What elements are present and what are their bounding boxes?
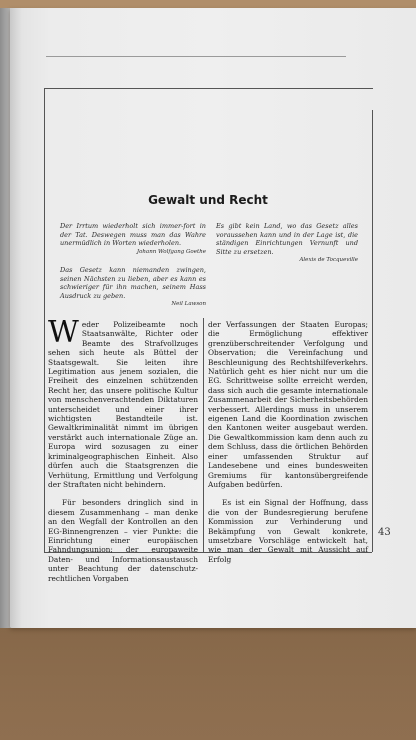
- drop-cap: W: [48, 315, 79, 350]
- paragraph: [48, 315, 198, 489]
- quote-text: Der Irrtum wiederholt sich immer-fort in der Tat. Deswegen muss man das Wahre unermüdlich in Worten wiederholen.: [60, 222, 206, 248]
- paragraph-text: eder Polizeibeamte noch Staatsanwälte, Richter oder Beamte des Strafvollzuges sehen sich heute als Büttel der Staatsgewalt. Sie leiten ihre Legitimation aus jenem sozialen, die Freiheit des einzelnen schützenden Recht her, das unsere politische Kultur von menschenverachtenden Diktaturen unterscheidet und einer ihrer wichtigsten Bestandteile ist. Gewaltkriminalität nimmt im übrigen verstärkt auch internationale Züge an. Europa wird sozusagen zu einer kriminalgeographischen Einheit. Also dürfen auch die Staatsgrenzen die Verhütung, Ermittlung und Verfolgung der Straftaten nicht behindern.: [48, 320, 198, 489]
- article-frame-right: [372, 110, 373, 552]
- quote-text: Das Gesetz kann niemanden zwingen, seinen Nächsten zu lieben, aber es kann es schwieriger für ihn machen, seinem Hass Ausdruck zu geben.: [60, 266, 206, 300]
- quote-source: Neil Lawson: [171, 301, 206, 308]
- quote-source: Johann Wolfgang Goethe: [136, 248, 206, 255]
- quote-text: Es gibt kein Land, wo das Gesetz alles voraussehen kann und in der Lage ist, die ständigen Einrichtungen Vernunft und Sitte zu ersetzen.: [216, 222, 358, 256]
- column-divider: [203, 318, 204, 552]
- quote-lawson: [60, 266, 206, 309]
- page-shadow: [0, 628, 416, 740]
- header-rule: [46, 56, 346, 57]
- quote-source: Alexis de Tocqueville: [299, 257, 358, 264]
- body-column-left: [48, 315, 198, 583]
- paragraph: Es ist ein Signal der Hoffnung, dass die von der Bundesregierung berufene Kommission zur Verhinderung und Bekämpfung von Gewalt konkrete, umsetzbare Vorschläge entwickelt hat, wie man der Gewalt mit Aussicht auf Erfolg: [208, 498, 368, 564]
- page-number: 43: [378, 527, 391, 538]
- article-title: Gewalt und Recht: [148, 193, 268, 207]
- paragraph: der Verfassungen der Staaten Europas; die Ermöglichung effektiver grenzüberschreitender Verfolgung und Observation; die Vereinfachung und Beschleunigung des Rechtshilfeverkehrs. Natürlich geht es hier nicht nur um die EG. Schrittweise sollte erreicht werden, dass sich auch die gesamte internationale Zusammenarbeit der Sicherheitsbehörden verbessert. Allerdings muss in unserem eigenen Land die Koordination zwischen den Kantonen weiter ausgebaut werden. Die Gewaltkommission kam denn auch zu dem Schluss, dass die örtlichen Behörden einer umfassenden Struktur auf Landesebene und eines bundesweiten Gremiums für kantonsübergreifende Aufgaben bedürfen.: [208, 320, 368, 489]
- quote-goethe: [60, 222, 206, 256]
- paragraph: Für besonders dringlich sind in diesem Zusammenhang – man denke an den Wegfall der Kontrollen an den EG-Binnengrenzen – vier Punkte: die Einrichtung einer europäischen Fahndungsunion; der europaweite Daten- und Informationsaustausch unter Beachtung der datenschutz-rechtlichen Vorgaben: [48, 498, 198, 583]
- body-column-right: [208, 320, 368, 564]
- quote-tocqueville: [216, 222, 358, 265]
